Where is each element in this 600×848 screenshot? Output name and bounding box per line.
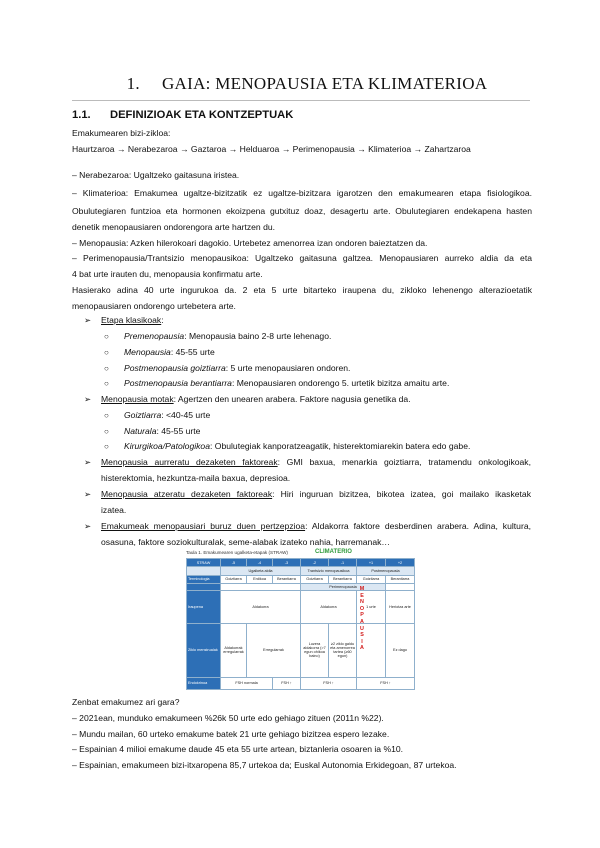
- table-cell: Endokrinoa: [187, 677, 221, 689]
- table-cell: Goiztiarra: [221, 575, 247, 583]
- circle-bullet-icon: ○: [104, 332, 109, 341]
- table-row: [187, 623, 415, 677]
- table-cell: FSH ↑: [301, 677, 357, 689]
- table-cell: [187, 583, 221, 590]
- arrow-bullet-icon: ➢: [84, 315, 92, 325]
- table-cell: Perimenopausia: [301, 583, 386, 590]
- stats-line: – Espainian 4 milioi emakume daude 45 eta 55 urte artean, biztanleria osoaren ia %10.: [72, 744, 404, 754]
- motak-item: Goiztiarra: <40-45 urte: [124, 410, 211, 420]
- table-row: [187, 575, 415, 583]
- table-cell: Iraupena: [187, 590, 221, 623]
- table-cell: +2: [386, 559, 415, 567]
- table-row: [187, 559, 415, 567]
- table-row: [187, 583, 415, 590]
- table-cell: Goiztiarra: [357, 575, 386, 583]
- arrow-bullet-icon: ➢: [84, 521, 92, 531]
- table-cell: Aldakorrak erregularrak: [221, 623, 247, 677]
- page-title: [72, 74, 542, 94]
- etapa-item: Postmenopausia goiztiarra: 5 urte menopausiaren ondoren.: [124, 363, 351, 373]
- stats-line: – 2021ean, munduko emakumeen %26k 50 urte edo gehiago zituen (2011n %22).: [72, 713, 384, 723]
- table-cell: Ez dago: [386, 623, 415, 677]
- table-cell: [187, 567, 221, 575]
- circle-bullet-icon: ○: [104, 411, 109, 420]
- table-row: [187, 677, 415, 689]
- etapa-item: Menopausia: 45-55 urte: [124, 347, 215, 357]
- def-perimenopausia-2: 4 bat urte irauten du, menopausia konfirmatu arte.: [72, 269, 263, 279]
- arrow-bullet-icon: ➢: [84, 489, 92, 499]
- def-perimenopausia-1: – Perimenopausia/Trantsizio menopausikoa: Ugaltzeko gaitasuna galtzea. Menopausiaren aurreko aldia da eta: [72, 253, 532, 263]
- aurreratu-cont: histerektomia, hezkuntza-maila baxua, depresioa.: [101, 473, 291, 483]
- table-cell: Erdikoa: [247, 575, 273, 583]
- def-nerabezaroa: – Nerabezaroa: Ugaltzeko gaitasuna iristea.: [72, 170, 240, 180]
- table-cell: STRAW: [187, 559, 221, 567]
- cycle-sequence: Haurtzaroa → Nerabezaroa → Gaztaroa → Helduaroa → Perimenopausia → Klimaterioa → Zahartzaroa: [72, 144, 471, 154]
- motak-item: Kirurgikoa/Patologikoa: Obulutegiak kanporatzeagatik, histerektomiarekin batera edo gabe.: [124, 441, 471, 451]
- circle-bullet-icon: ○: [104, 348, 109, 357]
- def-klimaterioa-1: – Klimaterioa: Emakumea ugaltze-bizitzatik ez ugaltze-bizitzara igarotzen den emakumearen etapa fisiologikoa.: [72, 188, 532, 198]
- table-cell: Heriotza arte: [386, 590, 415, 623]
- table-cell: FSH normala: [221, 677, 273, 689]
- table-row: [187, 590, 415, 623]
- menopausia-vertical-label: [358, 586, 366, 652]
- figure-caption: Taula 1. Emakumearen ugalketa-etapak (STRAW): [186, 550, 288, 555]
- stats-question: Zenbat emakumez ari gara?: [72, 697, 180, 707]
- def-menopausia: – Menopausia: Azken hilerokoari dagokio. Urtebetez amenorrea izan ondoren baieztatzen da.: [72, 238, 428, 248]
- table-cell: FSH ↑: [357, 677, 415, 689]
- table-cell: -5: [221, 559, 247, 567]
- menopausia-letter: E: [360, 592, 364, 599]
- pertzepzioa-cont: osasuna, faktore soziokulturalak, seme-alabak izateko nahia, harremanak…: [101, 537, 390, 547]
- table-cell: -4: [247, 559, 273, 567]
- chapter-title: GAIA: MENOPAUSIA ETA KLIMATERIOA: [161, 74, 488, 93]
- arrow-bullet-icon: ➢: [84, 394, 92, 404]
- section-number: 1.1.: [72, 109, 91, 121]
- table-cell: -2: [301, 559, 329, 567]
- def-klimaterioa-2: Obulutegiaren funtzioa eta hormonen ekoizpena gutxituz doaz, desagertu arte. Obulutegiaren endekapena hasten: [72, 206, 532, 216]
- menopausia-letter: U: [360, 625, 364, 632]
- table-cell: Berantiarra: [329, 575, 357, 583]
- table-cell: [386, 583, 415, 590]
- chapter-number: 1.: [126, 74, 140, 93]
- table-cell: FSH ↑: [273, 677, 301, 689]
- climaterio-label: CLIMATERIO: [315, 549, 352, 555]
- def-age-1: Hasierako adina 40 urte ingurukoa da. 2 eta 5 urte bitarteko iraupena du, zikloko lehenengo alterazioetatik: [72, 285, 532, 295]
- cycle-label: Emakumearen bizi-zikloa:: [72, 128, 171, 138]
- table-cell: Erregularrak: [247, 623, 301, 677]
- atzeratu-text: Menopausia atzeratu dezaketen faktoreak: Hiri inguruan bizitzea, bikotea izatea, goi mailako ikasketak: [101, 489, 531, 499]
- table-cell: Luzera aldakorra (>7 egun ohikoa baino): [301, 623, 329, 677]
- menopausia-letter: A: [360, 645, 364, 652]
- table-cell: Ugalketa aldia: [221, 567, 301, 575]
- table-cell: -3: [273, 559, 301, 567]
- table-cell: Ziklo menstrualak: [187, 623, 221, 677]
- table-row: [187, 567, 415, 575]
- aurreratu-text: Menopausia aurreratu dezaketen faktoreak: GMI baxua, menarkia goiztiarra, tratamendu onkologikoak,: [101, 457, 531, 467]
- table-cell: Goiztiarra: [301, 575, 329, 583]
- title-rule: [72, 100, 530, 101]
- table-cell: ≥2 ziklo galdu eta amenorrea tartea (≥60 egun): [329, 623, 357, 677]
- circle-bullet-icon: ○: [104, 442, 109, 451]
- table-cell: +1: [357, 559, 386, 567]
- menopausia-letter: P: [360, 612, 364, 619]
- table-cell: -1: [329, 559, 357, 567]
- circle-bullet-icon: ○: [104, 364, 109, 373]
- etapa-item: Premenopausia: Menopausia baino 2-8 urte lehenago.: [124, 331, 332, 341]
- table-cell: Terminologia: [187, 575, 221, 583]
- table-cell: Berantiarra: [273, 575, 301, 583]
- menopausia-letter: N: [360, 599, 364, 606]
- circle-bullet-icon: ○: [104, 379, 109, 388]
- table-cell: Trantsizio menopausikoa: [301, 567, 357, 575]
- section-heading: [72, 109, 293, 121]
- arrow-bullet-icon: ➢: [84, 457, 92, 467]
- def-age-2: menopausiaren ondorengo urtebetera arte.: [72, 301, 236, 311]
- table-cell: Berantiarra: [386, 575, 415, 583]
- motak-item: Naturala: 45-55 urte: [124, 426, 201, 436]
- stats-line: – Espainian, emakumeen bizi-itxaropena 85,7 urtekoa da; Euskal Autonomia Erkidegoan, 87 urtekoa.: [72, 760, 457, 770]
- table-cell: 1 urte: [357, 590, 386, 623]
- menopausia-letter: O: [359, 605, 365, 612]
- table-cell: [221, 583, 301, 590]
- motak-heading: Menopausia motak: Agertzen den unearen arabera. Faktore nagusia genetika da.: [101, 394, 411, 404]
- atzeratu-cont: izatea.: [101, 505, 127, 515]
- table-cell: Postmenopausia: [357, 567, 415, 575]
- table-cell: Aldakorra: [301, 590, 357, 623]
- straw-table-figure: [186, 550, 414, 690]
- menopausia-letter: M: [359, 586, 365, 592]
- stats-line: – Mundu mailan, 60 urteko emakume batek 21 urte gehiago bizitzea espero lezake.: [72, 729, 390, 739]
- circle-bullet-icon: ○: [104, 427, 109, 436]
- pertzepzioa-text: Emakumeak menopausiari buruz duen pertzepzioa: Aldakorra faktore desberdinen arabera. Adina, kultura,: [101, 521, 531, 531]
- menopausia-letter: I: [361, 638, 363, 645]
- menopausia-letter: S: [360, 632, 364, 639]
- table-cell: Aldakorra: [221, 590, 301, 623]
- section-title: DEFINIZIOAK ETA KONTZEPTUAK: [110, 109, 294, 121]
- etapa-heading: Etapa klasikoak:: [101, 315, 164, 325]
- menopausia-letter: A: [360, 618, 364, 625]
- straw-table: [186, 558, 415, 690]
- def-klimaterioa-3: denetik menopausiaren ondorengora arte hartzen du.: [72, 222, 276, 232]
- etapa-item: Postmenopausia berantiarra: Menopausiaren ondorengo 5. urtetik bizitza amaitu arte.: [124, 378, 450, 388]
